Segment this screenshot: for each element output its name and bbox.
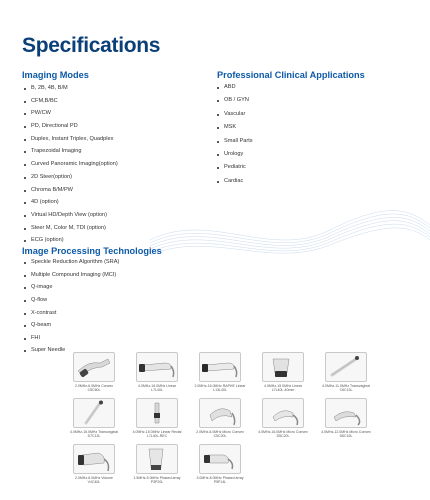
list-item: X-contrast [24,310,119,323]
linear-probe-icon [137,353,177,381]
list-item: Vascular [217,111,253,124]
probe-caption: 4.0MHz-11.0MHz Transvaginal [322,384,370,388]
list-item: Trapezoidal Imaging [24,148,118,161]
probe-caption: 4.0MHz-15.0MHz Linear Rectal [132,430,182,434]
probe-d6c15l [316,398,376,438]
imaging-modes-heading: Imaging Modes [22,70,89,80]
list-item: Steer M, Color M, TDI (option) [24,225,118,238]
probe-model: D5C20L [276,434,290,439]
phased-array-probe-icon [137,445,177,473]
probe-d7c13l [64,398,124,438]
list-item: FHI [24,335,119,348]
convex-probe-icon [74,353,114,381]
probe-model: L7L40L-REC [146,434,168,439]
probe-caption: 4.0MHz-16.0MHz Micro Convex [258,430,308,434]
probe-caption: 4.0MHz-15.0MHz Transvaginal [69,430,119,434]
probe-model: L7L40L [151,388,163,393]
probe-c6c13l [316,352,376,392]
list-item: Duplex, Instant Triplex, Quadplex [24,136,118,149]
micro-convex-probe-icon [326,399,366,427]
list-item: Chroma B/M/PW [24,187,118,200]
list-item: Q-flow [24,297,119,310]
image-processing-list [24,259,119,360]
list-item: Super Needle [24,347,119,360]
probe-caption: 3.0MHz-8.0MHz Phased array [196,476,244,480]
probe-caption: 2.0MHz-6.0MHz Volume [75,476,113,480]
probe-caption: 1.5MHz-5.0MHz Phased array [133,476,181,480]
list-item: Q-beam [24,322,119,335]
list-item: Small Parts [217,138,253,151]
list-item: Cardiac [217,178,253,191]
probe-model: P5P14L [213,480,227,485]
decorative-wave [150,200,430,270]
probe-caption: 2.0MHz-6.0MHz Micro Convex [196,430,244,434]
list-item: MSK [217,124,253,137]
page-title: Specifications [22,34,161,57]
probe-model: C6C13L [339,388,353,393]
list-item: B, 2B, 4B, B/M [24,85,118,98]
probe-model: V4C40L [87,480,101,485]
probe-p5p14l [190,444,250,484]
list-item: 2D Steer(option) [24,174,118,187]
probe-model: P3P20L [150,480,164,485]
list-item: Q-image [24,284,119,297]
probe-v4c40l [64,444,124,484]
probe-caption: 4.0MHz-15.0MHz Linear [264,384,302,388]
image-processing-heading: Image Processing Technologies [22,246,162,256]
list-item: PD, Directional PD [24,123,118,136]
probe-c5c20l [190,398,250,438]
transvaginal-probe-icon [326,353,366,381]
list-item: Pediatric [217,164,253,177]
probe-model: L7L40L-40mm [271,388,295,393]
probe-model: L13L40L [213,388,227,393]
probe-model: D7C13L [87,434,101,439]
list-item: ECG (option) [24,237,118,250]
probe-l7l40l-rec [127,398,187,438]
probe-p3p20l [127,444,187,484]
imaging-modes-list [24,85,118,250]
rectal-probe-icon [137,399,177,427]
probe-model: D6C15L [339,434,353,439]
probe-c5c60l [64,352,124,392]
list-item: CFM,B/BC [24,98,118,111]
list-item: Multiple Compound Imaging (MCI) [24,272,119,285]
micro-convex-probe-icon [200,399,240,427]
list-item: OB / GYN [217,97,253,110]
linear-probe-icon [200,353,240,381]
linear-probe-icon [263,353,303,381]
clinical-applications-heading: Professional Clinical Applications [217,70,365,80]
micro-convex-probe-icon [263,399,303,427]
volume-probe-icon [74,445,114,473]
transvaginal-probe-icon [74,399,114,427]
probe-caption: 2.0MHz-16.0MHz RAPHE Linear [194,384,246,388]
list-item: ABD [217,84,253,97]
probe-l7l40l [127,352,187,392]
list-item: 4D (option) [24,199,118,212]
list-item: PW/CW [24,110,118,123]
list-item: Urology [217,151,253,164]
probe-model: C5C60L [87,388,101,393]
clinical-applications-list [217,84,253,191]
probe-model: C5C20L [213,434,227,439]
probe-caption: 4.0MHz-16.0MHz Linear [138,384,176,388]
probe-caption: 2.0MHz-6.0MHz Convex [74,384,114,388]
probe-caption: 4.0MHz-12.0MHz Micro Convex [321,430,371,434]
probe-d5c20l [253,398,313,438]
phased-array-probe-icon [200,445,240,473]
list-item: Virtual HD/Depth View (option) [24,212,118,225]
probe-l13l40l [190,352,250,392]
list-item: Curved Panoramic Imaging(option) [24,161,118,174]
probe-l7l40l-40mm [253,352,313,392]
list-item: Speckle Reduction Algorithm (SRA) [24,259,119,272]
